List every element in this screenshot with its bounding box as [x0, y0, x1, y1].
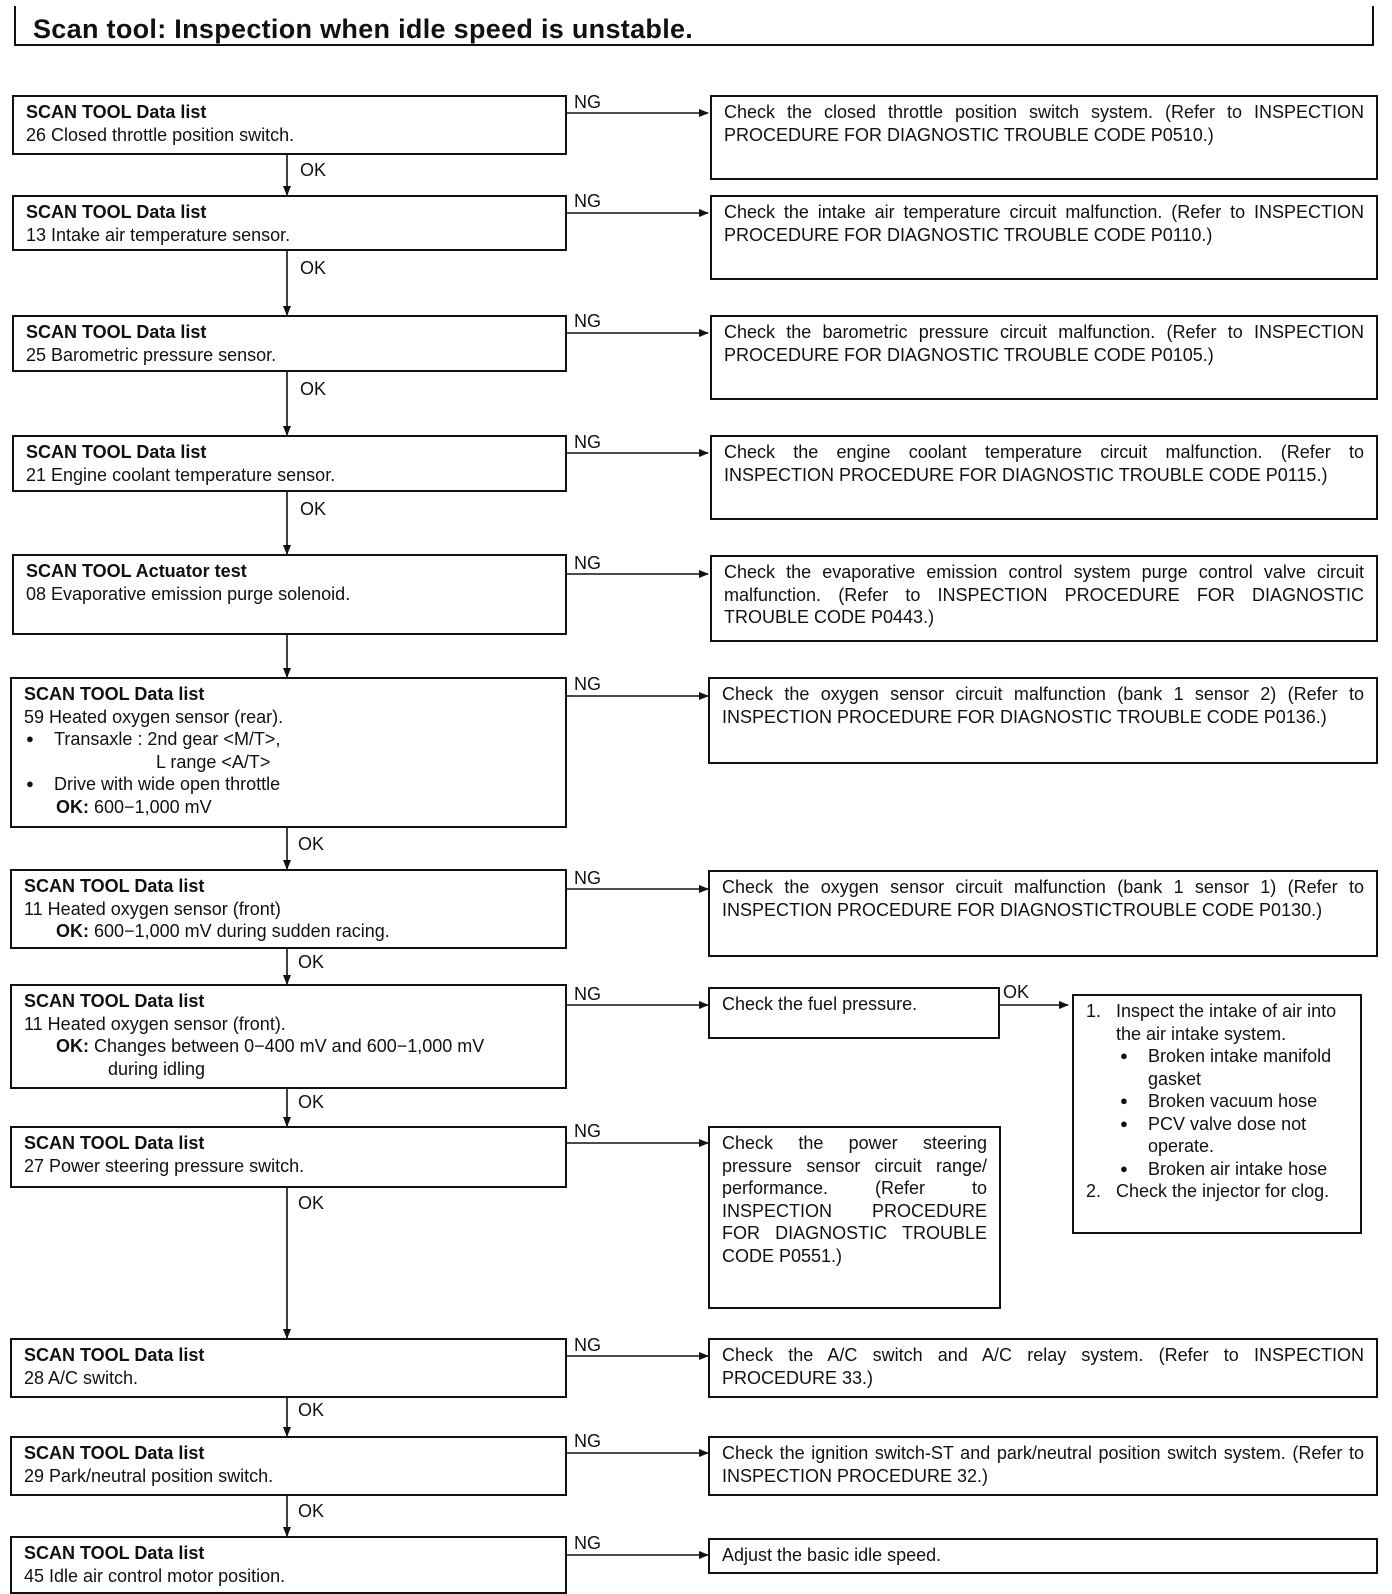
- result-text: Adjust the basic idle speed.: [722, 1545, 942, 1565]
- ng-label: NG: [574, 984, 601, 1004]
- followup-bullet: ● Broken intake manifold gasket: [1086, 1045, 1348, 1090]
- ng-label: NG: [574, 432, 601, 452]
- result-text: Check the A/C switch and A/C relay system. (Refer to INSPECTION PROCEDURE 33.): [722, 1345, 1364, 1388]
- page-title: Scan tool: Inspection when idle speed is unstable.: [33, 14, 694, 44]
- result-box-4: [710, 435, 1378, 520]
- result-text: Check the ignition switch-ST and park/neutral position switch system. (Refer to INSPECTION PROCEDURE 32.): [722, 1443, 1364, 1486]
- ok-criterion-label: OK:: [56, 796, 89, 817]
- step-detail: 26 Closed throttle position switch.: [26, 124, 295, 145]
- ng-label: NG: [574, 1533, 601, 1553]
- result-text: Check the closed throttle position switch system. (Refer to INSPECTION PROCEDURE FOR DIAGNOSTIC TROUBLE CODE P0510.): [724, 102, 1364, 145]
- result-box-3: [710, 315, 1378, 400]
- step-box-11: [10, 1436, 567, 1496]
- step-heading: SCAN TOOL Data list: [26, 202, 207, 222]
- result-text: Check the engine coolant temperature circuit malfunction. (Refer to INSPECTION PROCEDURE FOR DIAGNOSTIC TROUBLE CODE P0115.): [724, 442, 1364, 485]
- step-detail: 59 Heated oxygen sensor (rear).: [24, 706, 284, 727]
- step-detail: 45 Idle air control motor position.: [24, 1565, 286, 1586]
- step-detail: 08 Evaporative emission purge solenoid.: [26, 583, 351, 604]
- result-text: Check the oxygen sensor circuit malfunction (bank 1 sensor 2) (Refer to INSPECTION PROCEDURE FOR DIAGNOSTIC TROUBLE CODE P0136.): [722, 684, 1364, 727]
- ok-label: OK: [1003, 982, 1030, 1002]
- step-heading: SCAN TOOL Data list: [26, 102, 207, 122]
- ng-label: NG: [574, 311, 601, 331]
- ok-criterion-value: Changes between 0−400 mV and 600−1,000 mV: [94, 1036, 485, 1056]
- step-heading: SCAN TOOL Data list: [26, 322, 207, 342]
- followup-bullet: ● Broken vacuum hose: [1086, 1090, 1348, 1113]
- followup-item-2: [1086, 1180, 1348, 1203]
- step-box-10: [10, 1338, 567, 1398]
- followup-text: Check the injector for clog.: [1116, 1181, 1330, 1201]
- step-heading: SCAN TOOL Data list: [24, 1443, 205, 1463]
- step-box-5: [12, 554, 567, 635]
- result-box-6: [708, 677, 1378, 764]
- ok-label: OK: [298, 834, 325, 854]
- ng-label: NG: [574, 553, 601, 573]
- step-heading: SCAN TOOL Actuator test: [26, 561, 247, 581]
- result-text: Check the power steering pressure sensor circuit range/ performance. (Refer to INSPECTION PROCEDURE FOR DIAGNOSTIC TROUBLE CODE P0551.): [722, 1133, 987, 1266]
- ok-label: OK: [300, 499, 327, 519]
- ok-label: OK: [298, 1193, 325, 1213]
- step-detail: 21 Engine coolant temperature sensor.: [26, 464, 336, 485]
- ng-label: NG: [574, 1335, 601, 1355]
- step-box-3: [12, 315, 567, 372]
- ng-label: NG: [574, 868, 601, 888]
- ok-criterion-value-cont: during idling: [108, 1058, 206, 1079]
- ok-label: OK: [298, 952, 325, 972]
- step-detail: 13 Intake air temperature sensor.: [26, 224, 291, 245]
- step-heading: SCAN TOOL Data list: [24, 876, 205, 896]
- step-detail: 29 Park/neutral position switch.: [24, 1465, 274, 1486]
- step-bullet-cont: L range <A/T>: [156, 751, 271, 772]
- step-box-7: [10, 869, 567, 949]
- result-text: Check the barometric pressure circuit malfunction. (Refer to INSPECTION PROCEDURE FOR DIAGNOSTIC TROUBLE CODE P0105.): [724, 322, 1364, 365]
- step-detail: 25 Barometric pressure sensor.: [26, 344, 277, 365]
- ng-label: NG: [574, 674, 601, 694]
- ng-label: NG: [574, 191, 601, 211]
- result-box-1: [710, 95, 1378, 180]
- step-heading: SCAN TOOL Data list: [24, 1345, 205, 1365]
- ng-label: NG: [574, 1121, 601, 1141]
- step-heading: SCAN TOOL Data list: [26, 442, 207, 462]
- step-box-6: [10, 677, 567, 828]
- step-detail: 27 Power steering pressure switch.: [24, 1155, 305, 1176]
- fuel-followup-box: [1072, 994, 1362, 1234]
- followup-text: Inspect the intake of air into the air intake system.: [1116, 1001, 1337, 1044]
- ok-label: OK: [298, 1092, 325, 1112]
- result-box-11: [708, 1436, 1378, 1496]
- ok-label: OK: [300, 379, 327, 399]
- ok-criterion-label: OK:: [56, 921, 89, 941]
- result-text: Check the evaporative emission control system purge control valve circuit malfunction. (Refer to INSPECTION PROCEDURE FOR DIAGNOSTIC TROUBLE CODE P0443.): [724, 562, 1364, 627]
- step-heading: SCAN TOOL Data list: [24, 684, 205, 704]
- result-box-10: [708, 1338, 1378, 1398]
- step-detail: 11 Heated oxygen sensor (front): [24, 898, 281, 919]
- result-box-2: [710, 195, 1378, 280]
- ng-label: NG: [574, 1431, 601, 1451]
- followup-bullet: ● PCV valve dose not operate.: [1086, 1113, 1348, 1158]
- step-bullet: ● Transaxle : 2nd gear <M/T>,: [24, 728, 553, 751]
- result-box-9: [708, 1126, 1001, 1309]
- ok-label: OK: [298, 1400, 325, 1420]
- result-box-5: [710, 555, 1378, 642]
- step-heading: SCAN TOOL Data list: [24, 1543, 205, 1563]
- step-box-2: [12, 195, 567, 251]
- followup-bullet: ● Broken air intake hose: [1086, 1158, 1348, 1181]
- step-heading: SCAN TOOL Data list: [24, 1133, 205, 1153]
- step-box-8: [10, 984, 567, 1089]
- step-bullet: ● Drive with wide open throttle: [24, 773, 553, 796]
- result-box-8: [708, 987, 1000, 1039]
- result-text: Check the oxygen sensor circuit malfunction (bank 1 sensor 1) (Refer to INSPECTION PROCEDURE FOR DIAGNOSTICTROUBLE CODE P0130.): [722, 877, 1364, 920]
- ok-criterion-label: OK:: [56, 1036, 89, 1056]
- ok-criterion-value: 600−1,000 mV: [94, 796, 212, 817]
- followup-number: 2.: [1086, 1181, 1102, 1201]
- result-text: Check the intake air temperature circuit malfunction. (Refer to INSPECTION PROCEDURE FOR DIAGNOSTIC TROUBLE CODE P0110.): [724, 202, 1364, 245]
- step-detail: 28 A/C switch.: [24, 1367, 139, 1388]
- ok-label: OK: [300, 258, 327, 278]
- step-box-12: [10, 1536, 567, 1594]
- ok-label: OK: [300, 160, 327, 180]
- step-detail: 11 Heated oxygen sensor (front).: [24, 1013, 286, 1034]
- ok-label: OK: [298, 1501, 325, 1521]
- result-box-7: [708, 870, 1378, 957]
- followup-number: 1.: [1086, 1001, 1102, 1021]
- followup-item-1: [1086, 1000, 1348, 1045]
- step-box-4: [12, 435, 567, 492]
- step-box-9: [10, 1126, 567, 1188]
- step-heading: SCAN TOOL Data list: [24, 991, 205, 1011]
- step-box-1: [12, 95, 567, 155]
- result-text: Check the fuel pressure.: [722, 994, 918, 1014]
- ok-criterion-value: 600−1,000 mV during sudden racing.: [94, 921, 390, 941]
- result-box-12: [708, 1538, 1378, 1574]
- ng-label: NG: [574, 92, 601, 112]
